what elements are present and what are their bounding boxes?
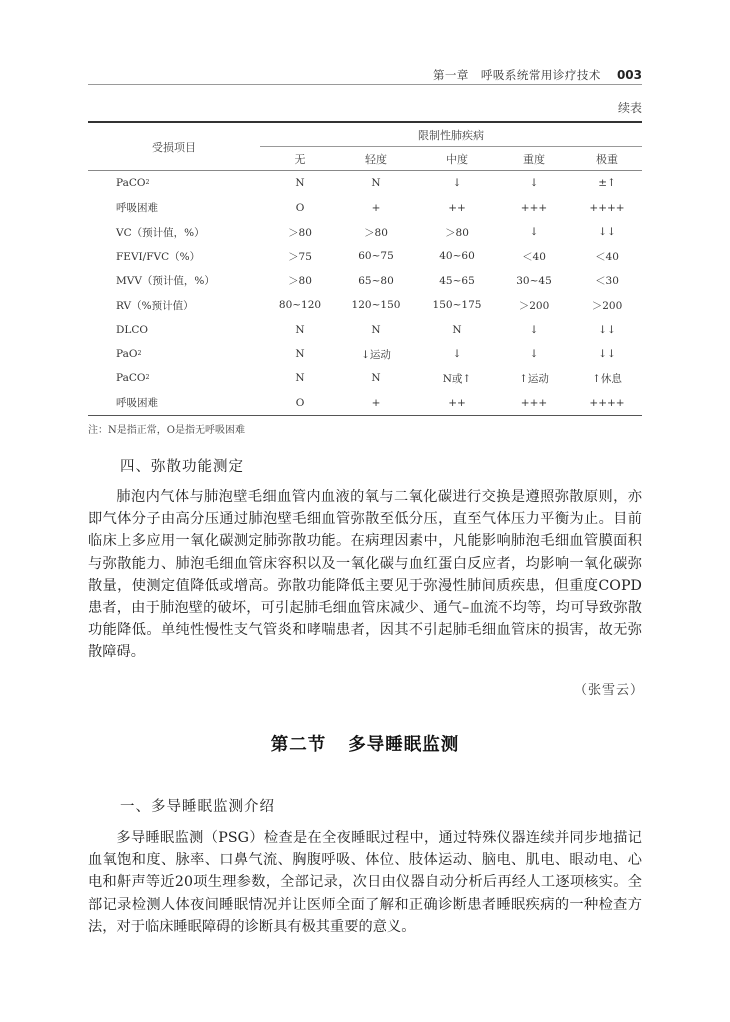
section-heading-diffusion: 四、弥散功能测定	[120, 459, 244, 475]
table-header-severity-extreme: 极重	[596, 152, 618, 166]
table-row-label-text: DLCO	[116, 323, 149, 336]
table-cell: 40~60	[439, 250, 475, 263]
table-row-label	[116, 244, 200, 269]
table-row-label	[116, 269, 215, 294]
table-cell: ↓↓	[598, 348, 616, 361]
table-row	[88, 220, 642, 245]
table-continued-label: 续表	[617, 101, 642, 115]
table-cell: O	[295, 396, 305, 409]
table-cell: O	[295, 201, 305, 214]
table-row-label	[116, 293, 194, 318]
table-row-label	[116, 220, 205, 245]
table-cell: N	[371, 323, 381, 336]
table-cell: ＞75	[288, 250, 312, 263]
table-cell: ++++	[589, 396, 625, 409]
paragraph-psg: 多导睡眠监测（PSG）检查是在全夜睡眠过程中，通过特殊仪器连续并同步地描记血氧饱和度、脉率、口鼻气流、胸腹呼吸、体位、肢体运动、脑电、肌电、眼动电、心电和鼾声等近20项生理参数，全部记录，次日由仪器自动分析后再经人工逐项核实。全部记录检测人体夜间睡眠情况并让医师全面了解和正确诊断患者睡眠疾病的一种检查方法，对于临床睡眠障碍的诊断具有极其重要的意义。	[88, 830, 642, 935]
table-cell: +++	[520, 201, 548, 214]
table-cell: +	[371, 396, 381, 409]
table-header-severity-none: 无	[294, 152, 306, 166]
table-cell: ++	[448, 201, 466, 214]
table-row-label-text: PaO	[116, 348, 138, 361]
table-cell: ↓	[452, 348, 462, 361]
table-cell: ↓	[529, 323, 539, 336]
table-cell: N	[295, 177, 305, 190]
table-header-group: 限制性肺疾病	[418, 128, 484, 142]
table-cell: 45~65	[439, 274, 475, 287]
table-row-label: PaCO 2	[116, 372, 150, 385]
chapter-title: 第一章 呼吸系统常用诊疗技术	[432, 68, 601, 82]
table-row	[88, 269, 642, 294]
table-row-label-text: RV（%预计值）	[116, 299, 194, 312]
table-row-label-text: PaCO	[116, 372, 146, 385]
table-row-label-text: 呼吸困难	[116, 397, 158, 410]
table-row-label-text: FEVI/FVC（%）	[116, 250, 201, 263]
table-cell: N	[295, 323, 305, 336]
table-row	[88, 293, 642, 318]
table-cell: +++	[520, 396, 548, 409]
table-row	[88, 171, 642, 196]
table-cell: 30~45	[516, 274, 552, 287]
table-cell: N	[371, 177, 381, 190]
table-row-label-text: MVV（预计值，%）	[116, 275, 215, 288]
table-cell: ↓	[529, 226, 539, 239]
table-cell: ++	[448, 396, 466, 409]
table-cell: ＜30	[595, 275, 619, 288]
table-cell: ↓运动	[361, 348, 391, 361]
table-row	[88, 391, 642, 416]
table-cell: ＞200	[518, 299, 550, 312]
table-header-severity-mild: 轻度	[365, 152, 387, 166]
table-row-label-text: 呼吸困难	[116, 202, 158, 215]
paragraph-diffusion: 肺泡内气体与肺泡壁毛细血管内血液的氧与二氧化碳进行交换是遵照弥散原则，亦即气体分子由高分压通过肺泡壁毛细血管弥散至低分压，直至气体压力平衡为止。目前临床上多应用一氧化碳测定肺弥散功能。在病理因素中，凡能影响肺泡毛细血管膜面积与弥散能力、肺泡毛细血管床容积以及一氧化碳与血红蛋白反应者，均影响一氧化碳弥散量，使测定值降低或增高。弥散功能降低主要见于弥漫性肺间质疾患，但重度COPD患者，由于肺泡壁的破坏，可引起肺毛细血管床减少、通气–血流不均等，均可导致弥散功能降低。单纯性慢性支气管炎和哮喘患者，因其不引起肺毛细血管床的损害，故无弥散障碍。	[88, 489, 642, 661]
table-cell: ↓↓	[598, 226, 616, 239]
table-cell: ↓	[529, 348, 539, 361]
table-row	[88, 244, 642, 269]
table-cell: 60~75	[358, 250, 394, 263]
table-cell: N	[295, 348, 305, 361]
table-cell: ++++	[589, 201, 625, 214]
table-row-label	[116, 195, 158, 220]
table-header-item: 受损项目	[152, 140, 196, 154]
table-row	[88, 366, 642, 391]
table-header-severity-severe: 重度	[523, 152, 545, 166]
author-attribution: （张雪云）	[573, 683, 644, 698]
section-title	[0, 731, 730, 756]
subheading-psg-intro: 一、多导睡眠监测介绍	[120, 799, 275, 815]
table-row-label: PaCO 2	[116, 177, 150, 190]
table-row-label	[116, 391, 158, 416]
table-row-label	[116, 317, 148, 342]
table-cell: 80~120	[278, 299, 322, 312]
table-cell: ＞80	[364, 226, 388, 239]
section-number: 第二节	[270, 735, 327, 755]
table-cell: N	[371, 372, 381, 385]
running-header	[88, 64, 642, 86]
table-cell: 150~175	[432, 299, 482, 312]
table-cell: ＞200	[591, 299, 623, 312]
table-cell: +	[371, 201, 381, 214]
table-cell: ↓	[452, 177, 462, 190]
table-cell: ＜40	[595, 250, 619, 263]
table-bottom-rule	[88, 415, 642, 416]
table-row-label-text: PaCO	[116, 177, 146, 190]
table-cell: ↓	[529, 177, 539, 190]
table-row	[88, 317, 642, 342]
table-cell: 120~150	[351, 299, 401, 312]
table-cell: N	[452, 323, 462, 336]
table-row-label: PaO 2	[116, 348, 142, 361]
table-cell: ±↑	[598, 177, 616, 190]
header-rule	[88, 84, 642, 85]
table-cell: ＜40	[522, 250, 546, 263]
table-cell: N	[295, 372, 305, 385]
table-row	[88, 342, 642, 367]
table-cell: ＞80	[288, 275, 312, 288]
table-cell: ＞80	[445, 226, 469, 239]
table-row-label-text: VC（预计值，%）	[116, 226, 205, 239]
table-cell: N或↑	[442, 372, 472, 385]
page-number: 003	[616, 68, 642, 82]
table-cell: ↑休息	[592, 372, 622, 385]
table-cell: ＞80	[288, 226, 312, 239]
section-name: 多导睡眠监测	[348, 735, 460, 755]
table-cell: ↑运动	[519, 372, 549, 385]
table-note: 注：N是指正常，O是指无呼吸困难	[88, 425, 245, 436]
table-row	[88, 195, 642, 220]
table-cell: 65~80	[358, 274, 394, 287]
table-cell: ↓↓	[598, 323, 616, 336]
table-header-severity-moderate: 中度	[446, 152, 468, 166]
